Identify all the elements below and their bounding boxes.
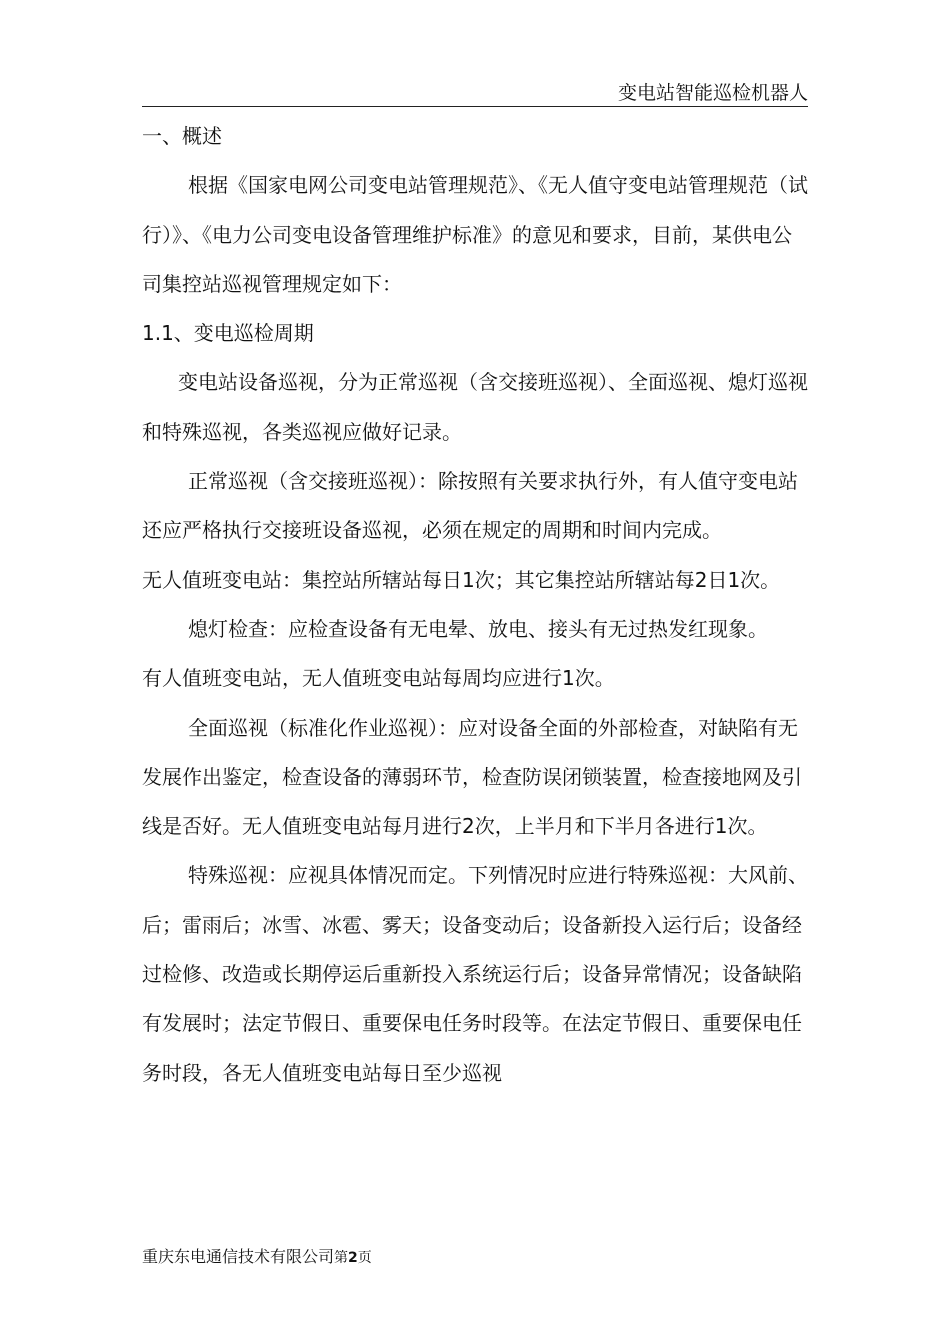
paragraph-inspection-types: 变电站设备巡视，分为正常巡视（含交接班巡视）、全面巡视、熄灯巡视和特殊巡视，各类巡视应做好记录。 bbox=[142, 370, 808, 444]
document-body bbox=[142, 112, 808, 1098]
paragraph-special-inspection: 特殊巡视：应视具体情况而定。下列情况时应进行特殊巡视：大风前、后；雷雨后；冰雪、冰雹、雾天；设备变动后；设备新投入运行后；设备经过检修、改造或长期停运后重新投入系统运行后；设备异常情况；设备缺陷有发展时；法定节假日、重要保电任务时段等。在法定节假日、重要保电任务时段，各无人值班变电站每日至少巡视 bbox=[142, 863, 808, 1085]
intro-paragraph: 根据《国家电网公司变电站管理规范》、《无人值守变电站管理规范（试行）》、《电力公司变电设备管理维护标准》的意见和要求，目前，某供电公司集控站巡视管理规定如下： bbox=[142, 173, 808, 296]
paragraph-unmanned-station: 无人值班变电站：集控站所辖站每日1次；其它集控站所辖站每2日1次。 bbox=[142, 567, 781, 592]
paragraph-weekly-check: 有人值班变电站，无人值班变电站每周均应进行1次。 bbox=[142, 666, 615, 691]
header-divider bbox=[142, 106, 808, 107]
page-number: 第2页 bbox=[334, 1250, 372, 1266]
footer-company: 重庆东电通信技术有限公司 bbox=[142, 1247, 335, 1266]
header-title: 变电站智能巡检机器人 bbox=[617, 82, 808, 104]
page-footer bbox=[142, 1244, 372, 1267]
section-heading: 一、概述 bbox=[142, 124, 222, 148]
paragraph-full-inspection: 全面巡视（标准化作业巡视）：应对设备全面的外部检查，对缺陷有无发展作出鉴定，检查设备的薄弱环节，检查防误闭锁装置，检查接地网及引线是否好。无人值班变电站每月进行2次，上半月和下半月各进行1次。 bbox=[142, 715, 802, 839]
paragraph-normal-inspection: 正常巡视（含交接班巡视）：除按照有关要求执行外，有人值守变电站还应严格执行交接班设备巡视，必须在规定的周期和时间内完成。 bbox=[142, 469, 798, 543]
paragraph-lights-off-check: 熄灯检查：应检查设备有无电晕、放电、接头有无过热发红现象。 bbox=[188, 616, 768, 641]
subsection-heading: 1.1、变电巡检周期 bbox=[142, 321, 314, 346]
